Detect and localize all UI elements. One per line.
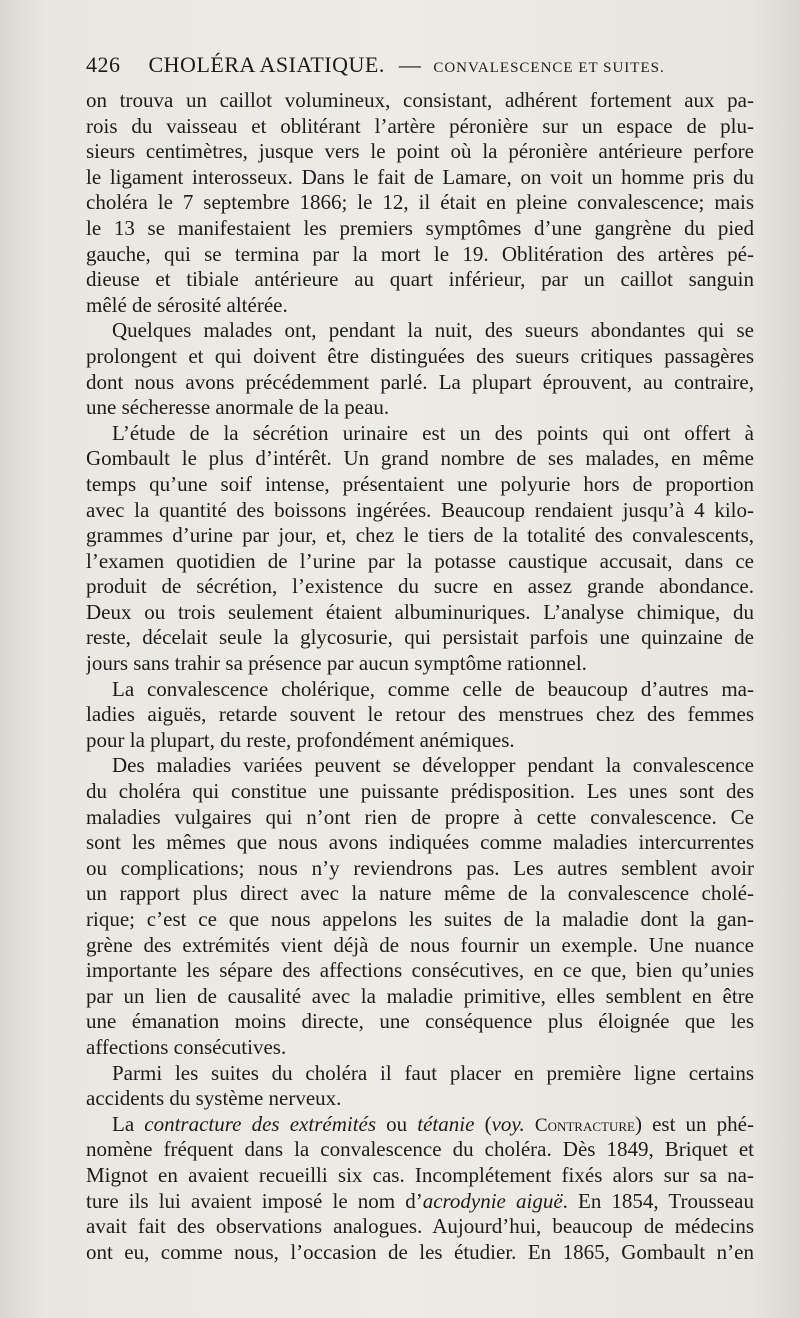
text-line: une sécheresse anormale de la peau. bbox=[86, 395, 390, 420]
text-span bbox=[525, 1112, 535, 1136]
text-line: mêlé de sérosité altérée. bbox=[86, 292, 288, 317]
text-line: dont nous avons précédemment parlé. La plupart éprouvent, au contraire, bbox=[86, 369, 754, 394]
header-title: CHOLÉRA ASIATIQUE. bbox=[148, 52, 385, 77]
text-line bbox=[86, 1189, 754, 1215]
text-span: acrodynie aiguë bbox=[422, 1188, 563, 1213]
page-number: 426 bbox=[86, 52, 121, 77]
text-span: ) est un phé- bbox=[634, 1111, 754, 1136]
header-dash: — bbox=[398, 52, 422, 77]
text-line: L’étude de la sécrétion urinaire est un des points qui ont offert à bbox=[112, 420, 754, 445]
text-line: le ligament interosseux. Dans le fait de Lamare, on voit un homme pris du bbox=[86, 164, 754, 189]
text-line: jours sans trahir sa présence par aucun symptôme rationnel. bbox=[86, 651, 587, 676]
text-span: ture ils lui avaient imposé le nom d’ bbox=[86, 1188, 423, 1213]
text-line: dieuse et tibiale antérieure au quart inférieur, par un caillot sanguin bbox=[86, 267, 754, 292]
text-line: affections consécutives. bbox=[86, 1034, 287, 1059]
text-line: avec la quantité des boissons ingérées. Beaucoup rendaient jusqu’à 4 kilo- bbox=[86, 497, 754, 522]
text-line: pour la plupart, du reste, profondément anémiques. bbox=[86, 727, 515, 752]
text-line: nomène fréquent dans la convalescence du choléra. Dès 1849, Briquet et bbox=[86, 1137, 754, 1162]
text-line: reste, décelait seule la glycosurie, qui persistait parfois une quinzaine de bbox=[86, 625, 754, 650]
text-span: voy. bbox=[491, 1111, 525, 1136]
text-span: contracture des extrémités bbox=[144, 1111, 377, 1136]
text-span: Contracture bbox=[534, 1114, 635, 1136]
text-line: une émanation moins directe, une conséquence plus éloignée que les bbox=[86, 1009, 754, 1034]
text-line: on trouva un caillot volumineux, consistant, adhérent fortement aux pa- bbox=[86, 88, 754, 112]
text-line: importante les sépare des affections consécutives, en ce que, bien qu’unies bbox=[86, 958, 754, 983]
text-line: Des maladies variées peuvent se développer pendant la convalescence bbox=[112, 753, 754, 778]
text-span: ( bbox=[474, 1111, 492, 1136]
text-line: accidents du système nerveux. bbox=[86, 1086, 342, 1111]
text-line: rois du vaisseau et oblitérant l’artère péronière sur un espace de plu- bbox=[86, 113, 754, 138]
body-text bbox=[86, 88, 754, 1265]
text-line: La convalescence cholérique, comme celle de beaucoup d’autres ma- bbox=[112, 676, 754, 701]
text-span: ou bbox=[376, 1111, 418, 1136]
text-line: prolongent et qui doivent être distinguées des sueurs critiques passagères bbox=[86, 343, 754, 368]
text-line: ou complications; nous n’y reviendrons pas. Les autres semblent avoir bbox=[86, 855, 754, 880]
text-line bbox=[86, 1112, 754, 1138]
text-line: sont les mêmes que nous avons indiquées comme maladies intercurrentes bbox=[86, 830, 754, 855]
text-line: Quelques malades ont, pendant la nuit, des sueurs abondantes qui se bbox=[112, 318, 754, 343]
text-line: Mignot en avaient recueilli six cas. Incomplétement fixés alors sur sa na- bbox=[86, 1162, 754, 1187]
text-line: par un lien de causalité avec la maladie primitive, elles semblent en être bbox=[86, 983, 754, 1008]
text-line: ladies aiguës, retarde souvent le retour des menstrues chez des femmes bbox=[86, 702, 754, 727]
text-line: un rapport plus direct avec la nature même de la convalescence cholé- bbox=[86, 881, 754, 906]
text-line: du choléra qui constitue une puissante prédisposition. Les unes sont des bbox=[86, 779, 754, 804]
text-line: ont eu, comme nous, l’occasion de les étudier. En 1865, Gombault n’en bbox=[86, 1239, 754, 1264]
text-line: grammes d’urine par jour, et, chez le tiers de la totalité des convalescents, bbox=[86, 523, 754, 548]
text-span: tétanie bbox=[417, 1111, 475, 1136]
text-line: le 13 se manifestaient les premiers symptômes d’une gangrène du pied bbox=[86, 215, 754, 240]
text-line: Deux ou trois seulement étaient albuminuriques. L’analyse chimique, du bbox=[86, 599, 754, 624]
text-line: l’examen quotidien de l’urine par la potasse caustique accusait, dans ce bbox=[86, 548, 754, 573]
header-subtitle: CONVALESCENCE ET SUITES. bbox=[433, 60, 665, 76]
text-line: gauche, qui se termina par la mort le 19. Oblitération des artères pé- bbox=[86, 241, 754, 266]
text-line: sieurs centimètres, jusque vers le point où la péronière antérieure perfore bbox=[86, 139, 754, 164]
text-line: Parmi les suites du choléra il faut placer en première ligne certains bbox=[112, 1060, 754, 1085]
text-line: temps qu’une soif intense, présentaient une polyurie hors de proportion bbox=[86, 471, 754, 496]
text-line: maladies vulgaires qui n’ont rien de propre à cette convalescence. Ce bbox=[86, 804, 754, 829]
text-span: . En 1854, Trousseau bbox=[562, 1188, 754, 1213]
text-line: avait fait des observations analogues. Aujourd’hui, beaucoup de médecins bbox=[86, 1214, 754, 1239]
text-span: La bbox=[112, 1111, 145, 1136]
text-line: choléra le 7 septembre 1866; le 12, il était en pleine convalescence; mais bbox=[86, 190, 754, 215]
running-header bbox=[86, 52, 756, 82]
text-line: rique; c’est ce que nous appelons les suites de la maladie dont la gan- bbox=[86, 907, 754, 931]
text-line: grène des extrémités vient déjà de nous fournir un exemple. Une nuance bbox=[86, 932, 754, 957]
text-line: produit de sécrétion, l’existence du sucre en assez grande abondance. bbox=[86, 574, 754, 599]
text-line: Gombault le plus d’intérêt. Un grand nombre de ses malades, en même bbox=[86, 446, 754, 471]
